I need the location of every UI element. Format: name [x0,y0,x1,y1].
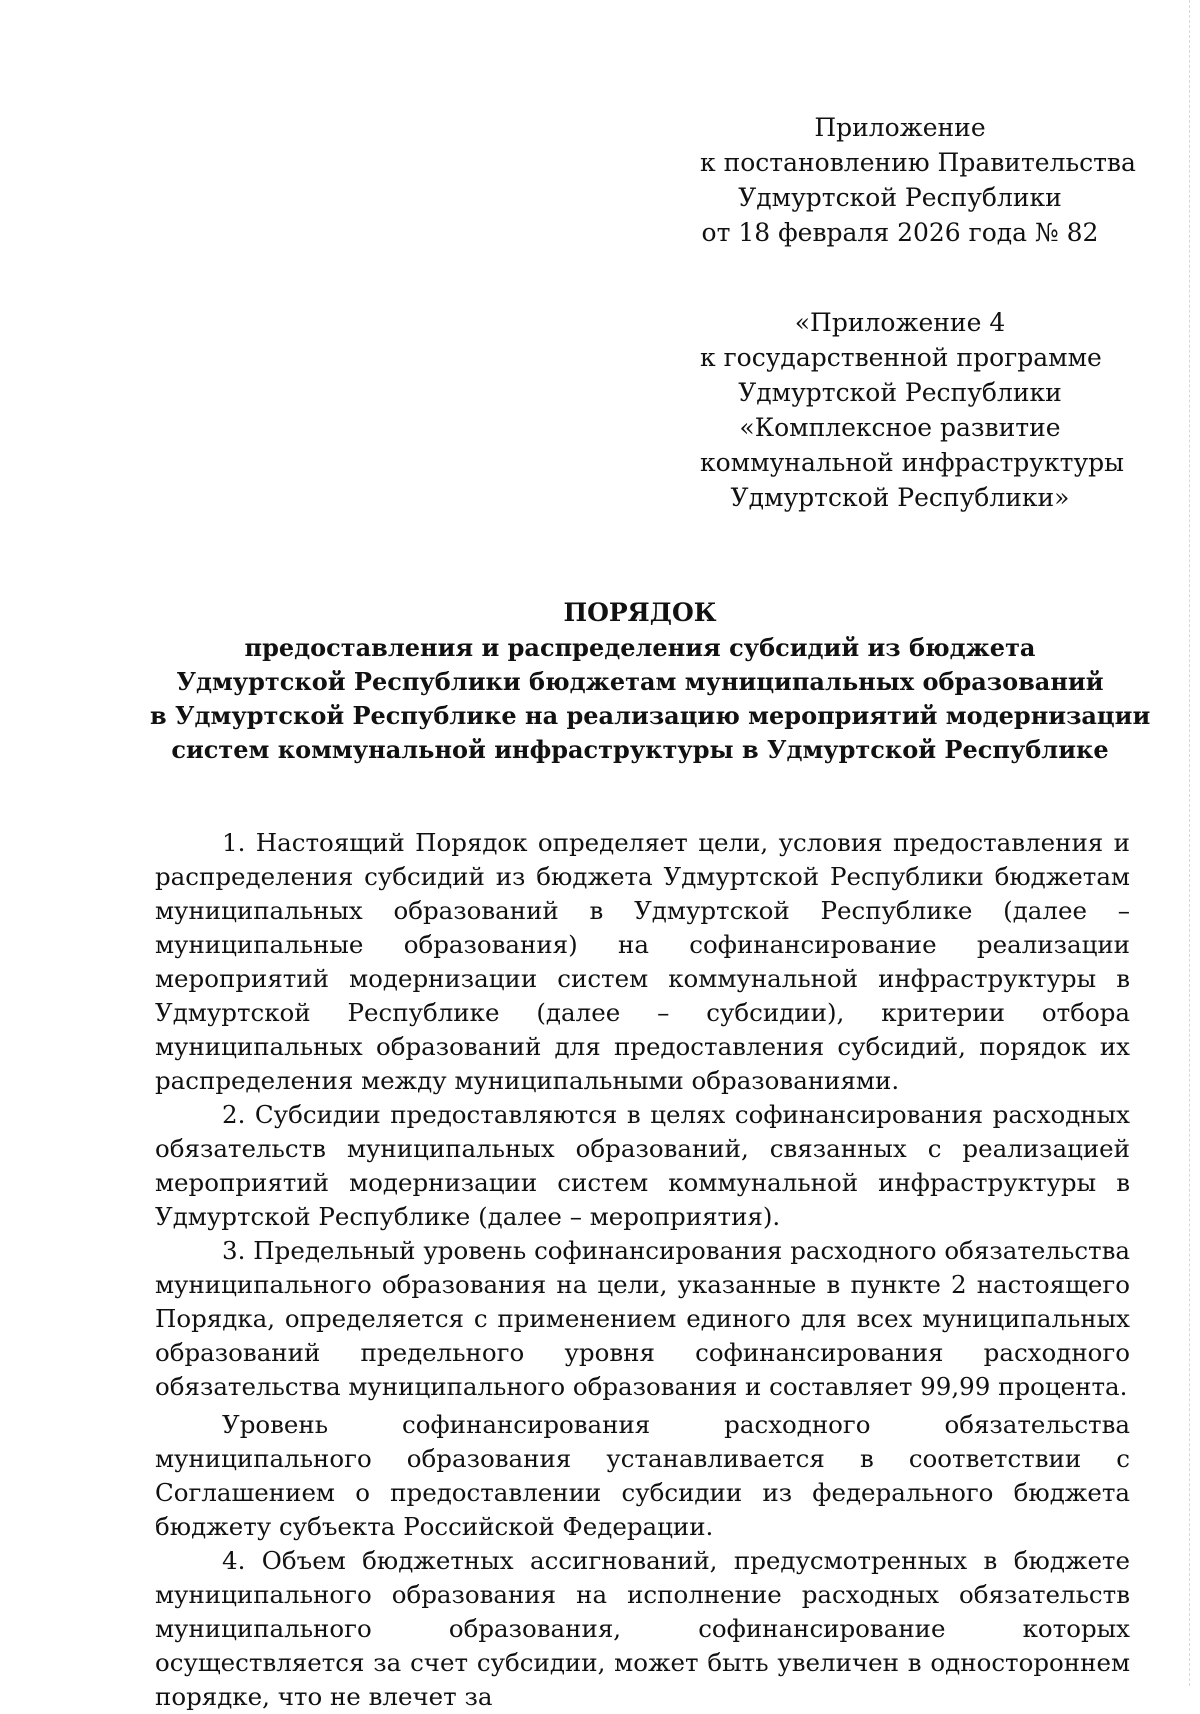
scan-edge-line [1189,0,1190,1686]
paragraph: 4. Объем бюджетных ассигнований, предусмотренных в бюджете муниципального образования на исполнение расходных обязательств муниципального образования, софинансирование которых осуществляется за счет субсидии, может быть увеличен в одностороннем порядке, что не влечет за [155,1546,1130,1711]
paragraph: Уровень софинансирования расходного обязательства муниципального образования устанавливается в соответствии с Соглашением о предоставлении субсидии из федерального бюджета бюджету субъекта Российской Федерации. [155,1410,1130,1541]
approval-line: Удмуртской Республики [738,183,1062,212]
paragraph: 1. Настоящий Порядок определяет цели, условия предоставления и распределения субсидий из бюджета Удмуртской Республики бюджетам муниципальных образований в Удмуртской Республике (далее – муниципальные образования) на софинансирование реализации мероприятий модернизации систем коммунальной инфраструктуры в Удмуртской Республике (далее – субсидии), критерии отбора муниципальных образований для предоставления субсидий, порядок их распределения между муниципальными образованиями. [155,828,1130,1095]
title-heading: ПОРЯДОК [563,598,717,627]
paragraph: 2. Субсидии предоставляются в целях софинансирования расходных обязательств муниципальных образований, связанных с реализацией мероприятий модернизации систем коммунальной инфраструктуры в Удмуртской Республике (далее – мероприятия). [155,1100,1130,1231]
title-line: предоставления и распределения субсидий из бюджета [244,633,1036,662]
approval-stamp [700,110,1136,250]
annex-line: коммунальной инфраструктуры [700,448,1125,477]
document-title [150,596,1151,767]
annex-line: «Комплексное развитие [739,413,1061,442]
annex-line: к государственной программе [700,343,1102,372]
document-body [155,826,1130,1714]
annex-line: Удмуртской Республики [738,378,1062,407]
title-line: в Удмуртской Республике на реализацию мероприятий модернизации [150,701,1151,730]
approval-line: от 18 февраля 2026 года № 82 [701,218,1099,247]
annex-header [700,305,1125,515]
paragraph: 3. Предельный уровень софинансирования расходного обязательства муниципального образования на цели, указанные в пункте 2 настоящего Порядка, определяется с применением единого для всех муниципальных образований предельного уровня софинансирования расходного обязательства муниципального образования и составляет 99,99 процента. [155,1236,1130,1401]
annex-line: «Приложение 4 [794,308,1006,337]
annex-line: Удмуртской Республики» [730,483,1070,512]
approval-line: к постановлению Правительства [700,148,1136,177]
title-line: систем коммунальной инфраструктуры в Удмуртской Республике [171,735,1109,764]
title-line: Удмуртской Республики бюджетам муниципальных образований [176,667,1104,696]
approval-line: Приложение [814,113,986,142]
